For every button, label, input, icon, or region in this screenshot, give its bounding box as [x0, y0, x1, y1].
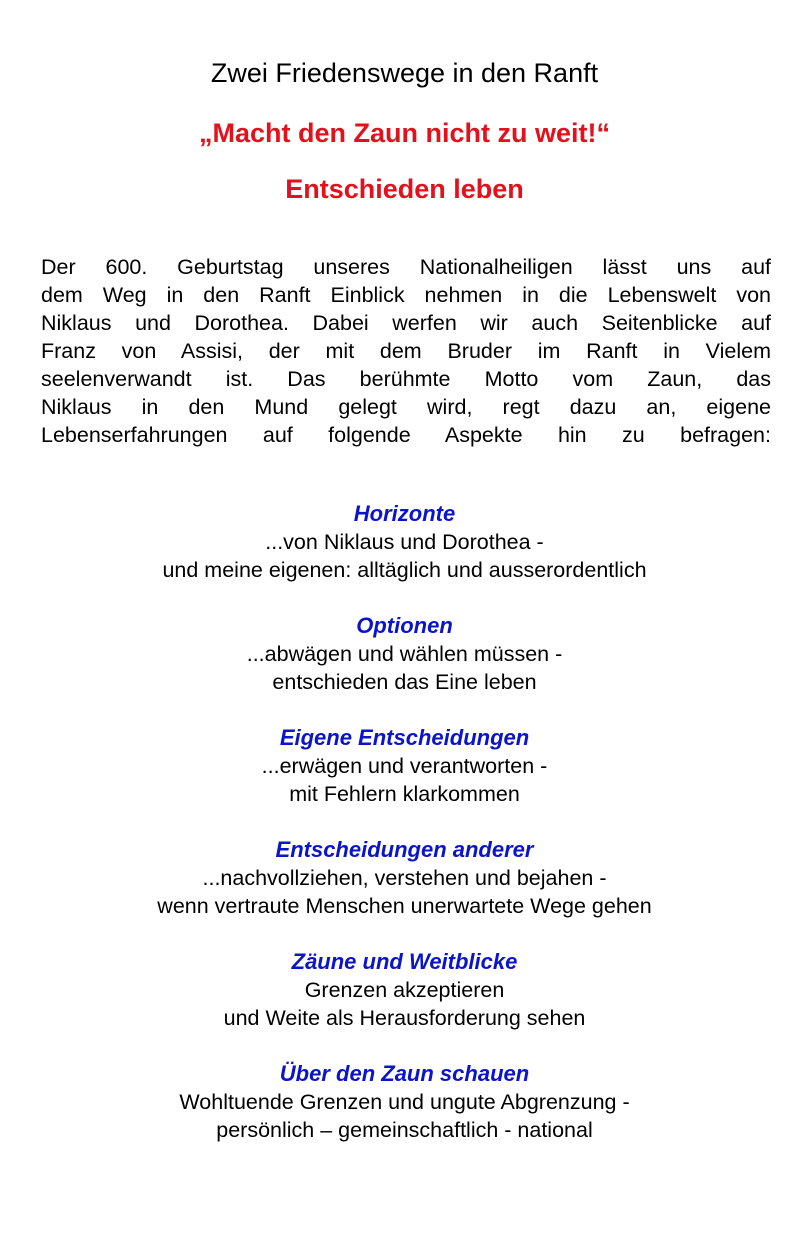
topic-zaeune-und-weitblicke — [0, 947, 809, 1059]
topic-line: Grenzen akzeptieren — [304, 978, 505, 1002]
topic-line: und meine eigenen: alltäglich und ausserordentlich — [162, 558, 647, 582]
topic-line: ...abwägen und wählen müssen - — [246, 642, 563, 666]
topic-line: und Weite als Herausforderung sehen — [223, 1006, 586, 1030]
intro-paragraph — [41, 253, 771, 449]
topic-ueber-den-zaun-schauen — [0, 1059, 809, 1171]
intro-line: seelenverwandt ist. Das berühmte Motto vom Zaun, das — [41, 367, 771, 391]
topic-line: ...erwägen und verantworten - — [261, 754, 548, 778]
intro-line: Lebenserfahrungen auf folgende Aspekte hin zu befragen: — [41, 423, 771, 447]
topic-title: Horizonte — [353, 501, 456, 526]
topic-title: Entscheidungen anderer — [275, 837, 534, 862]
topic-line: Wohltuende Grenzen und ungute Abgrenzung - — [179, 1090, 630, 1114]
motto-heading: „Macht den Zaun nicht zu weit!“ — [199, 118, 610, 148]
topic-eigene-entscheidungen — [0, 723, 809, 835]
subtitle-heading: Entschieden leben — [285, 174, 524, 204]
topic-title: Optionen — [356, 613, 453, 638]
topic-title: Eigene Entscheidungen — [279, 725, 530, 750]
topics-list — [0, 499, 809, 1171]
intro-line: Franz von Assisi, der mit dem Bruder im Ranft in Vielem — [41, 339, 771, 363]
topic-line: entschieden das Eine leben — [272, 670, 537, 694]
topic-line: mit Fehlern klarkommen — [289, 782, 520, 806]
topic-optionen — [0, 611, 809, 723]
topic-title: Zäune und Weitblicke — [291, 949, 518, 974]
intro-line: Niklaus in den Mund gelegt wird, regt dazu an, eigene — [41, 395, 771, 419]
intro-line: Niklaus und Dorothea. Dabei werfen wir auch Seitenblicke auf — [41, 311, 771, 335]
topic-horizonte — [0, 499, 809, 611]
topic-line: persönlich – gemeinschaftlich - national — [216, 1118, 593, 1142]
document-title: Zwei Friedenswege in den Ranft — [210, 58, 599, 88]
topic-line: wenn vertraute Menschen unerwartete Wege gehen — [157, 894, 652, 918]
intro-line: Der 600. Geburtstag unseres Nationalheiligen lässt uns auf — [41, 255, 771, 279]
topic-line: ...von Niklaus und Dorothea - — [265, 530, 544, 554]
topic-entscheidungen-anderer — [0, 835, 809, 947]
topic-line: ...nachvollziehen, verstehen und bejahen - — [202, 866, 607, 890]
intro-line: dem Weg in den Ranft Einblick nehmen in die Lebenswelt von — [41, 283, 771, 307]
topic-title: Über den Zaun schauen — [279, 1061, 530, 1086]
